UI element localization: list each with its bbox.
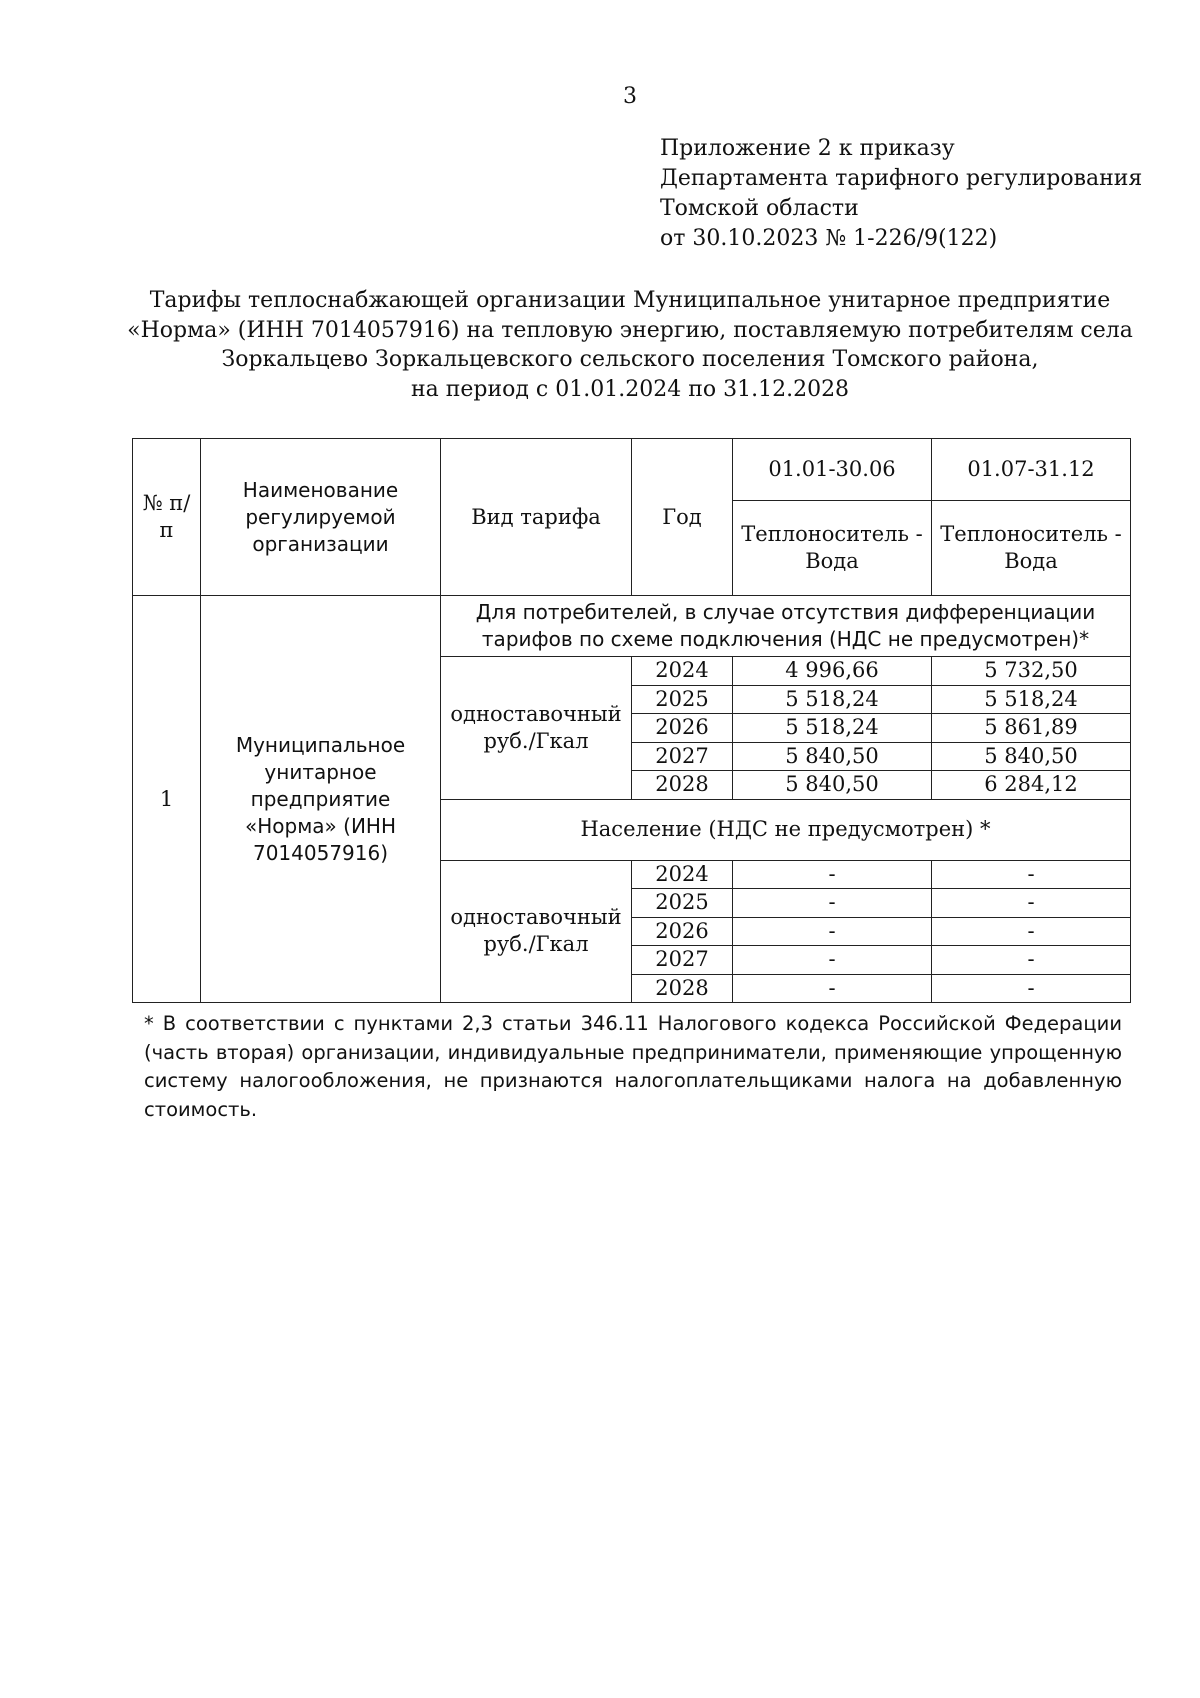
tariff-value: - [733,889,932,918]
tariff-value: 5 732,50 [932,657,1131,686]
header-carrier-2: Теплоноситель - Вода [932,501,1131,596]
year-cell: 2024 [632,657,733,686]
year-cell: 2026 [632,714,733,743]
tariff-value: 5 518,24 [733,714,932,743]
tariff-type-cell: одноставочный руб./Гкал [441,657,632,800]
tariff-value: 5 840,50 [733,742,932,771]
org-name: Муниципальное унитарное предприятие «Норма» (ИНН 7014057916) [201,596,441,1003]
header-carrier-1: Теплоноситель - Вода [733,501,932,596]
document-title [120,286,1140,404]
tariff-value: - [733,974,932,1003]
header-year: Год [632,439,733,596]
tariff-type-cell: одноставочный руб./Гкал [441,860,632,1003]
row-number: 1 [133,596,201,1003]
appendix-line: Томской области [660,196,859,221]
appendix-line: Приложение 2 к приказу [660,136,955,161]
appendix-line: Департамента тарифного регулирования [660,166,1143,191]
header-period-1: 01.01-30.06 [733,439,932,501]
tariff-value: - [733,860,932,889]
appendix-line: от 30.10.2023 № 1-226/9(122) [660,226,998,251]
tariff-value: 5 861,89 [932,714,1131,743]
tariff-value: - [733,917,932,946]
year-cell: 2024 [632,860,733,889]
year-cell: 2026 [632,917,733,946]
title-line: Зоркальцево Зоркальцевского сельского поселения Томского района, [221,347,1039,372]
section-title-consumers: Для потребителей, в случае отсутствия дифференциации тарифов по схеме подключения (НДС не предусмотрен)* [441,596,1131,657]
year-cell: 2025 [632,685,733,714]
header-num: № п/п [133,439,201,596]
year-cell: 2028 [632,974,733,1003]
appendix-block [660,134,1142,254]
tariff-value: 5 840,50 [932,742,1131,771]
year-cell: 2027 [632,742,733,771]
tariff-value: - [932,860,1131,889]
year-cell: 2027 [632,946,733,975]
title-line: «Норма» (ИНН 7014057916) на тепловую энергию, поставляемую потребителям села [127,317,1133,343]
tariff-table [132,438,1131,1003]
tariff-value: - [733,946,932,975]
header-org: Наименование регулируемой организации [201,439,441,596]
header-tariff-type: Вид тарифа [441,439,632,596]
tariff-value: 5 840,50 [733,771,932,800]
year-cell: 2025 [632,889,733,918]
footnote: * В соответствии с пунктами 2,3 статьи 346.11 Налогового кодекса Российской Федерации (часть вторая) организации, индивидуальные предприниматели, применяющие упрощенную систему налогообложения, не признаются налогоплательщиками налога на добавленную стоимость. [144,1012,1122,1121]
tariff-value: 5 518,24 [932,685,1131,714]
title-line: Тарифы теплоснабжающей организации Муниципальное унитарное предприятие [149,288,1111,313]
tariff-value: - [932,917,1131,946]
section-title-population: Население (НДС не предусмотрен) * [441,799,1131,860]
tariff-value: - [932,889,1131,918]
tariff-value: - [932,946,1131,975]
year-cell: 2028 [632,771,733,800]
tariff-value: 5 518,24 [733,685,932,714]
tariff-value: - [932,974,1131,1003]
header-period-2: 01.07-31.12 [932,439,1131,501]
tariff-value: 6 284,12 [932,771,1131,800]
title-line: на период с 01.01.2024 по 31.12.2028 [410,376,850,402]
tariff-value: 4 996,66 [733,657,932,686]
page-number: 3 [623,84,637,109]
